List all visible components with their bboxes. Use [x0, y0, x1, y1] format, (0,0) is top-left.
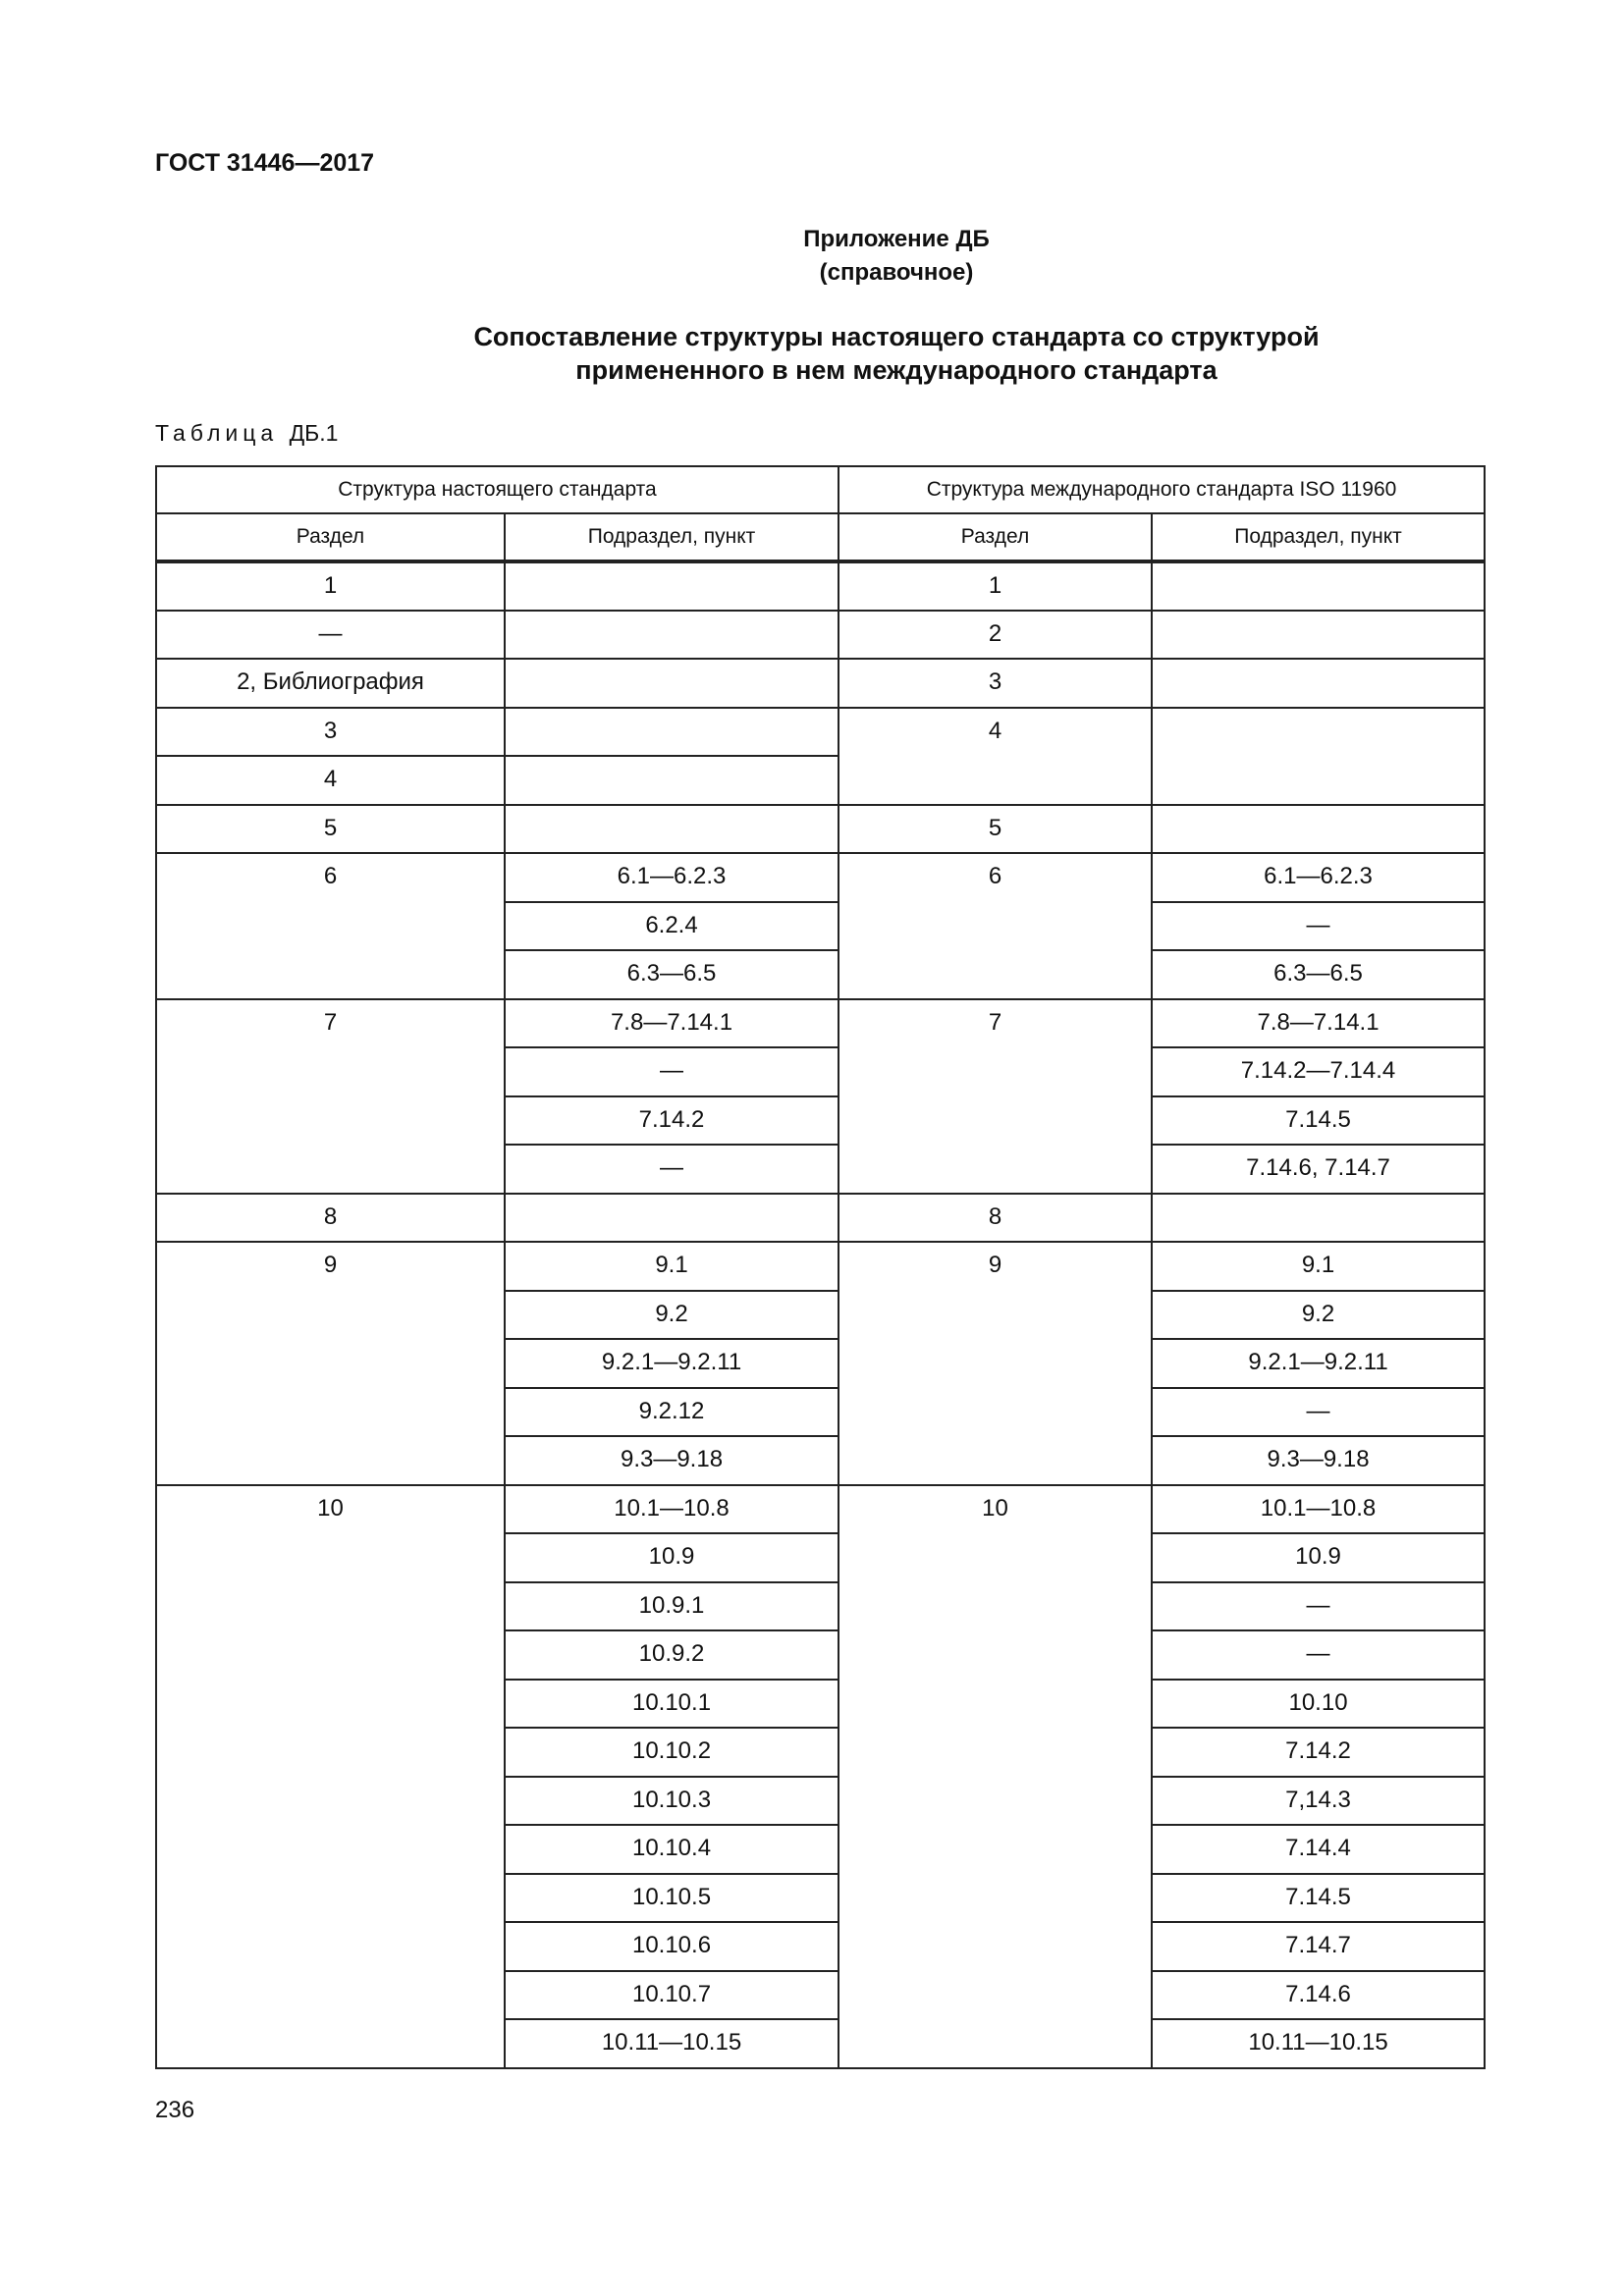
cell: 9.2.1—9.2.11	[1152, 1339, 1485, 1388]
cell	[505, 708, 839, 757]
cell: 6	[156, 853, 505, 999]
table-row	[156, 805, 1485, 854]
cell: 5	[156, 805, 505, 854]
col-header-iso-section: Раздел	[839, 513, 1152, 561]
cell: 1	[156, 561, 505, 611]
cell: 6.1—6.2.3	[505, 853, 839, 902]
cell	[1152, 1194, 1485, 1243]
cell: 7.8—7.14.1	[505, 999, 839, 1048]
cell: 6	[839, 853, 1152, 999]
col-header-subsection: Подраздел, пункт	[505, 513, 839, 561]
cell: —	[505, 1047, 839, 1096]
cell: 6.3—6.5	[1152, 950, 1485, 999]
cell	[1152, 805, 1485, 854]
heading-line-1: Сопоставление структуры настоящего стандарта со структурой	[473, 322, 1320, 351]
cell: 5	[839, 805, 1152, 854]
cell: 10.1—10.8	[505, 1485, 839, 1534]
cell: 9.2	[505, 1291, 839, 1340]
cell	[1152, 708, 1485, 805]
table-row	[156, 999, 1485, 1048]
table-row	[156, 1242, 1485, 1291]
cell: 7.14.2—7.14.4	[1152, 1047, 1485, 1096]
cell: 9.2.12	[505, 1388, 839, 1437]
cell: 10.9.2	[505, 1630, 839, 1680]
cell: 10.9.1	[505, 1582, 839, 1631]
cell: 9.1	[505, 1242, 839, 1291]
cell: 3	[839, 659, 1152, 708]
cell: 7.14.6, 7.14.7	[1152, 1145, 1485, 1194]
table-label	[155, 420, 338, 447]
annex-title: Приложение ДБ	[803, 226, 990, 252]
document-id: ГОСТ 31446—2017	[155, 149, 375, 177]
cell: 8	[839, 1194, 1152, 1243]
cell: 9.2	[1152, 1291, 1485, 1340]
table-row	[156, 853, 1485, 902]
cell: 10.1—10.8	[1152, 1485, 1485, 1534]
cell: 4	[156, 756, 505, 805]
cell	[505, 1194, 839, 1243]
cell: 10.9	[505, 1533, 839, 1582]
cell: —	[1152, 1388, 1485, 1437]
cell: 10.10.7	[505, 1971, 839, 2020]
annex-heading	[0, 320, 1623, 387]
table-label-word: Таблица	[155, 420, 279, 446]
table-row	[156, 708, 1485, 757]
cell: —	[1152, 1630, 1485, 1680]
cell: —	[156, 611, 505, 660]
cell: 10.10.5	[505, 1874, 839, 1923]
cell	[505, 805, 839, 854]
cell	[505, 756, 839, 805]
cell: 7,14.3	[1152, 1777, 1485, 1826]
cell: 1	[839, 561, 1152, 611]
cell: 10	[839, 1485, 1152, 2068]
group-header-iso-standard: Структура международного стандарта ISO 11960	[839, 466, 1485, 513]
cell	[1152, 611, 1485, 660]
cell	[505, 611, 839, 660]
cell: 7.14.2	[1152, 1728, 1485, 1777]
cell	[1152, 659, 1485, 708]
cell: —	[1152, 1582, 1485, 1631]
cell	[1152, 561, 1485, 611]
cell: 10.10.1	[505, 1680, 839, 1729]
cell: 9.3—9.18	[505, 1436, 839, 1485]
cell: 10.10.2	[505, 1728, 839, 1777]
cell: 10.10	[1152, 1680, 1485, 1729]
cell: 6.3—6.5	[505, 950, 839, 999]
cell: 7.14.7	[1152, 1922, 1485, 1971]
cell: 10.10.4	[505, 1825, 839, 1874]
page-number: 236	[155, 2097, 195, 2123]
cell: 10.11—10.15	[1152, 2019, 1485, 2068]
cell: 7.14.5	[1152, 1874, 1485, 1923]
cell: —	[505, 1145, 839, 1194]
group-header-this-standard: Структура настоящего стандарта	[156, 466, 839, 513]
cell: 10.11—10.15	[505, 2019, 839, 2068]
cell: 2, Библиография	[156, 659, 505, 708]
cell: 9	[156, 1242, 505, 1485]
cell: 9.3—9.18	[1152, 1436, 1485, 1485]
cell: 8	[156, 1194, 505, 1243]
cell	[505, 561, 839, 611]
cell: 7.8—7.14.1	[1152, 999, 1485, 1048]
cell: 10.9	[1152, 1533, 1485, 1582]
table-number: ДБ.1	[289, 420, 339, 446]
cell: 7	[156, 999, 505, 1194]
cell: 10.10.3	[505, 1777, 839, 1826]
cell: 7.14.5	[1152, 1096, 1485, 1146]
cell: 6.1—6.2.3	[1152, 853, 1485, 902]
cell: 7	[839, 999, 1152, 1194]
cell	[505, 659, 839, 708]
cell: 2	[839, 611, 1152, 660]
comparison-table	[155, 465, 1486, 2069]
cell: 7.14.2	[505, 1096, 839, 1146]
heading-line-2: примененного в нем международного стандарта	[575, 355, 1217, 385]
cell: 10	[156, 1485, 505, 2068]
cell: —	[1152, 902, 1485, 951]
cell: 7.14.6	[1152, 1971, 1485, 2020]
col-header-iso-subsection: Подраздел, пункт	[1152, 513, 1485, 561]
cell: 9.1	[1152, 1242, 1485, 1291]
table-row	[156, 611, 1485, 660]
cell: 3	[156, 708, 505, 757]
table-row	[156, 1194, 1485, 1243]
cell: 10.10.6	[505, 1922, 839, 1971]
cell: 6.2.4	[505, 902, 839, 951]
cell: 9	[839, 1242, 1152, 1485]
table-row	[156, 561, 1485, 611]
annex-subtitle: (справочное)	[819, 259, 974, 286]
table-row	[156, 1485, 1485, 1534]
cell: 4	[839, 708, 1152, 805]
cell: 7.14.4	[1152, 1825, 1485, 1874]
col-header-section: Раздел	[156, 513, 505, 561]
table-row	[156, 659, 1485, 708]
cell: 9.2.1—9.2.11	[505, 1339, 839, 1388]
